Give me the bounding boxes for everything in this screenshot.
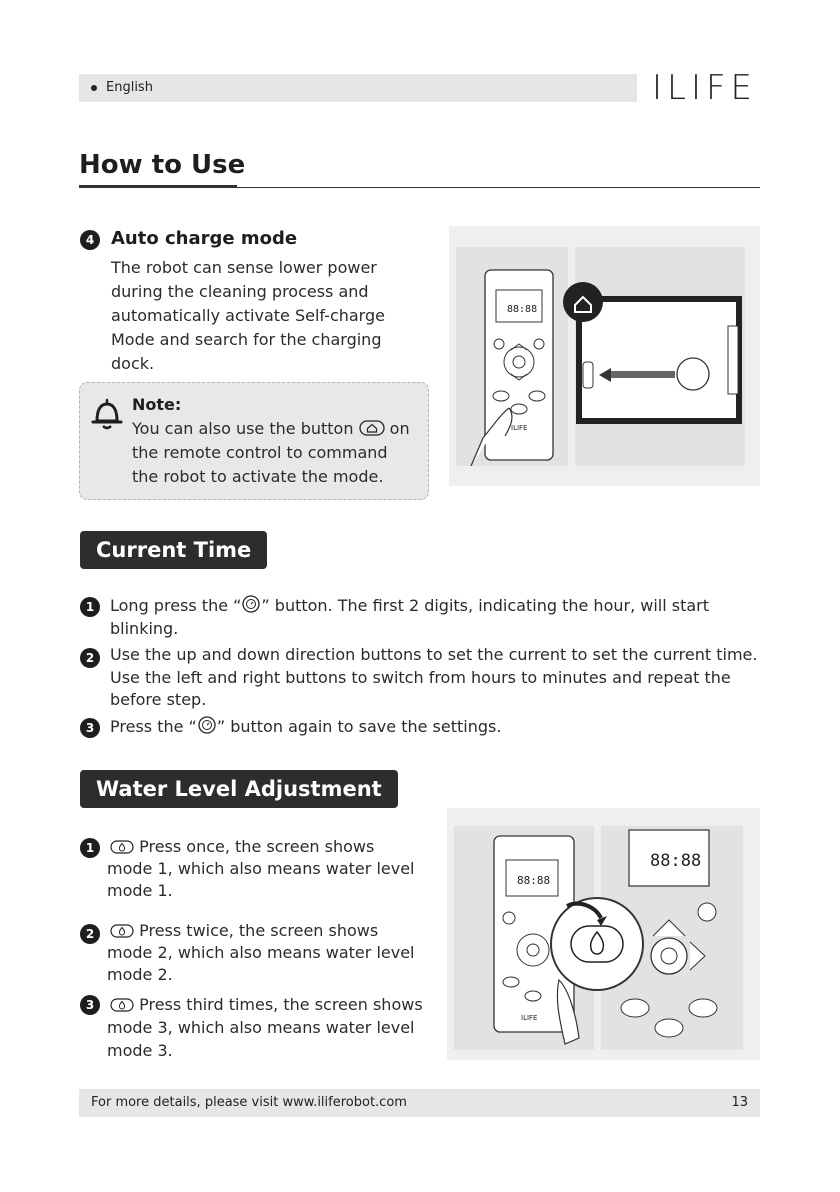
time-step-2-line-2: Use the left and right buttons to switch from hours to minutes and repeat the — [110, 668, 731, 687]
text-line: Press twice, the screen shows — [139, 921, 379, 940]
water-step-3-line-1 — [110, 995, 423, 1014]
step-number-badge: 2 — [80, 924, 100, 944]
water-button-icon — [110, 998, 134, 1012]
text-line: Press the “ — [110, 717, 197, 736]
text-line: Long press the “ — [110, 596, 242, 615]
water-step-3-line-3: mode 3. — [107, 1041, 173, 1060]
step-number-badge: 4 — [80, 230, 100, 250]
water-step-3-line-2: mode 3, which also means water level — [107, 1018, 415, 1037]
section-heading: Current Time — [80, 531, 267, 569]
remote-display-text: 88:88 — [507, 304, 538, 315]
step-number-badge: 1 — [80, 838, 100, 858]
time-step-1-line-1 — [110, 595, 709, 615]
text-line: ” button. The first 2 digits, indicating the hour, will start — [261, 596, 710, 615]
page-number: 13 — [731, 1095, 748, 1110]
title-divider — [79, 187, 760, 188]
footer-bar — [79, 1089, 760, 1117]
room-map-illustration — [563, 282, 739, 421]
time-step-2-line-3: before step. — [110, 690, 207, 709]
text-line: Mode and search for the charging — [111, 330, 382, 349]
time-step-3-line-1 — [110, 716, 501, 736]
step-number-badge: 3 — [80, 718, 100, 738]
text-line: dock. — [111, 354, 155, 373]
brand-logo: ILIFE — [652, 68, 758, 108]
water-button-icon — [110, 924, 134, 938]
note-text — [132, 417, 410, 489]
text-line: the robot to activate the mode. — [132, 467, 384, 486]
water-step-1-line-2: mode 1, which also means water level — [107, 859, 415, 878]
water-step-1-line-3: mode 1. — [107, 881, 173, 900]
remote-brand-text: ILIFE — [521, 1014, 538, 1022]
text-line: automatically activate Self-charge — [111, 306, 385, 325]
clock-button-icon — [197, 716, 217, 734]
remote-display-text: 88:88 — [517, 874, 551, 887]
language-bar — [79, 74, 637, 102]
text-line: ” button again to save the settings. — [216, 717, 502, 736]
text-line: on — [389, 419, 410, 438]
note-title: Note: — [132, 395, 182, 414]
step-number-badge: 1 — [80, 597, 100, 617]
water-step-2-line-1 — [110, 921, 378, 940]
text-line: Press third times, the screen shows — [139, 995, 423, 1014]
text-line: You can also use the button — [132, 419, 354, 438]
display-text: 88:88 — [650, 851, 702, 871]
text-line: during the cleaning process and — [111, 282, 369, 301]
text-line: The robot can sense lower power — [111, 258, 377, 277]
bell-icon — [90, 397, 124, 431]
time-step-1-line-2: blinking. — [110, 619, 179, 638]
water-step-1-line-1 — [110, 837, 374, 856]
clock-button-icon — [241, 595, 261, 613]
time-step-2-line-1: Use the up and down direction buttons to set the current to set the current time. — [110, 645, 758, 664]
home-button-icon — [359, 420, 385, 436]
water-step-2-line-2: mode 2, which also means water level — [107, 943, 415, 962]
water-button-icon — [110, 840, 134, 854]
text-line: the remote control to command — [132, 443, 388, 462]
note-box — [79, 382, 429, 500]
text-line: Press once, the screen shows — [139, 837, 375, 856]
footer-text: For more details, please visit www.iliferobot.com — [91, 1095, 407, 1110]
remote-brand-text: ILIFE — [511, 424, 528, 432]
step-number-badge: 2 — [80, 648, 100, 668]
auto-charge-description — [111, 256, 385, 376]
language-label: English — [106, 80, 153, 95]
page-title: How to Use — [79, 150, 246, 180]
auto-charge-illustration — [449, 226, 760, 486]
bullet-icon — [91, 85, 97, 91]
step-number-badge: 3 — [80, 995, 100, 1015]
section-heading: Water Level Adjustment — [80, 770, 398, 808]
auto-charge-title: Auto charge mode — [111, 228, 298, 249]
water-step-2-line-3: mode 2. — [107, 965, 173, 984]
title-underline — [79, 185, 237, 187]
water-level-illustration — [447, 808, 760, 1060]
